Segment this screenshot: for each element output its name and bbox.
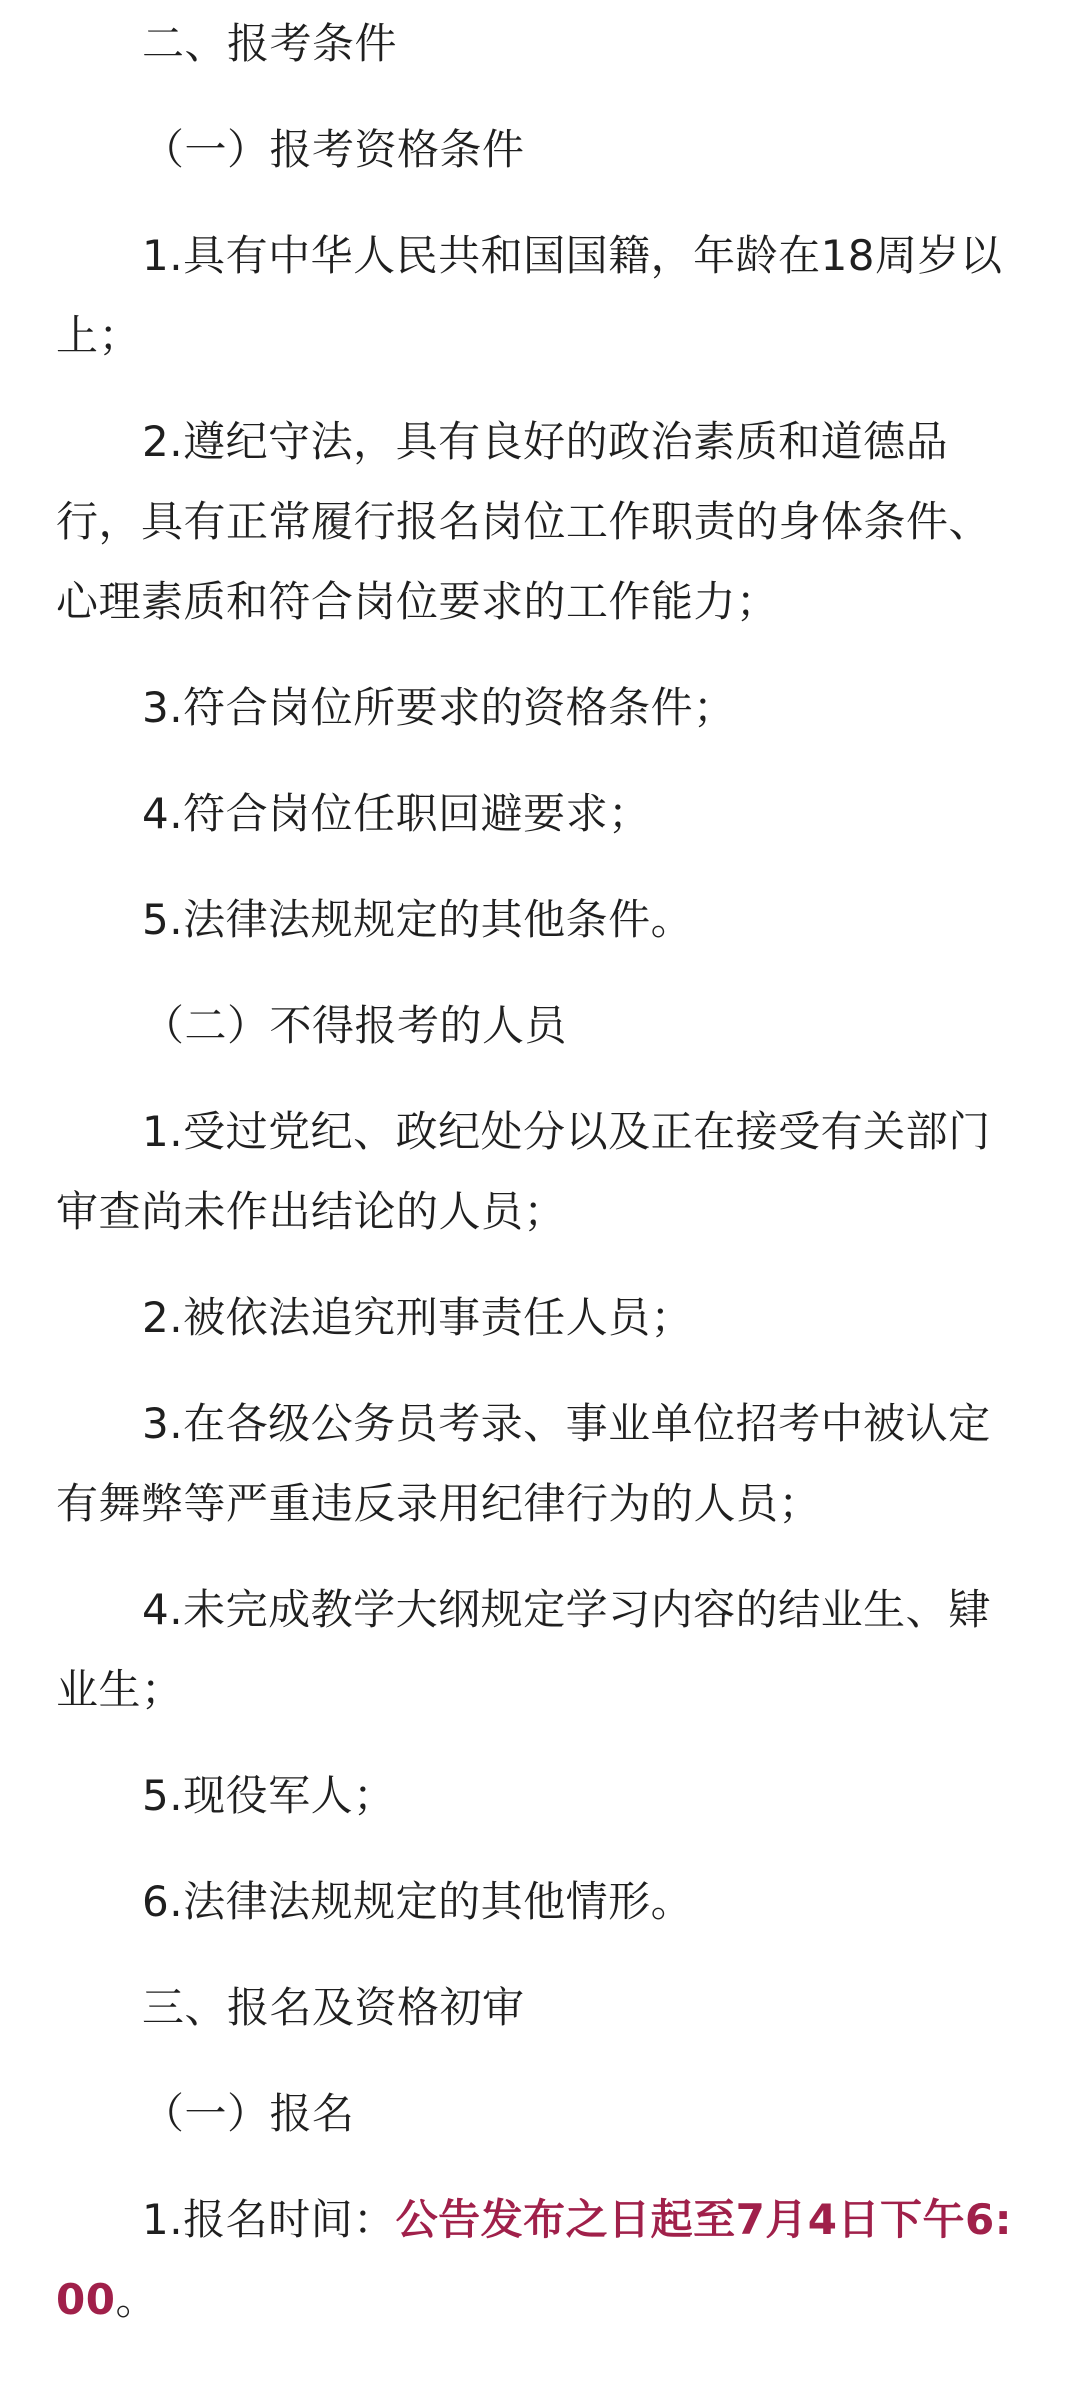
condition-item-4: 4.符合岗位任职回避要求； bbox=[142, 789, 651, 838]
section-heading-2: 二、报考条件 bbox=[142, 19, 398, 68]
condition-item-1: 1.具有中华人民共和国国籍，年龄在18周岁以上； bbox=[56, 231, 1003, 360]
registration-time-paragraph bbox=[56, 2180, 1024, 2340]
exclusion-item-5: 5.现役军人； bbox=[142, 1771, 396, 1820]
subsection-heading-1: （一）报考资格条件 bbox=[142, 125, 525, 174]
condition-item-3: 3.符合岗位所要求的资格条件； bbox=[142, 683, 736, 732]
exclusion-item-2: 2.被依法追究刑事责任人员； bbox=[142, 1293, 694, 1342]
registration-time-label: 1.报名时间： bbox=[142, 2195, 396, 2244]
section-heading-3: 三、报名及资格初审 bbox=[142, 1983, 525, 2032]
exclusion-item-3: 3.在各级公务员考录、事业单位招考中被认定有舞弊等严重违反录用纪律行为的人员； bbox=[56, 1399, 991, 1528]
condition-item-2: 2.遵纪守法，具有良好的政治素质和道德品行，具有正常履行报名岗位工作职责的身体条件、心理素质和符合岗位要求的工作能力； bbox=[56, 417, 992, 626]
subsection-heading-registration: （一）报名 bbox=[142, 2089, 355, 2138]
exclusion-item-1: 1.受过党纪、政纪处分以及正在接受有关部门审查尚未作出结论的人员； bbox=[56, 1107, 991, 1236]
subsection-heading-2: （二）不得报考的人员 bbox=[142, 1001, 568, 1050]
exclusion-item-6: 6.法律法规规定的其他情形。 bbox=[142, 1877, 694, 1926]
registration-time-highlight: 公告发布之日起至7月4日下午6:00 bbox=[56, 2195, 1013, 2324]
condition-item-5: 5.法律法规规定的其他条件。 bbox=[142, 895, 694, 944]
exclusion-item-4: 4.未完成教学大纲规定学习内容的结业生、肄业生； bbox=[56, 1585, 991, 1714]
registration-time-suffix: 。 bbox=[115, 2275, 158, 2324]
